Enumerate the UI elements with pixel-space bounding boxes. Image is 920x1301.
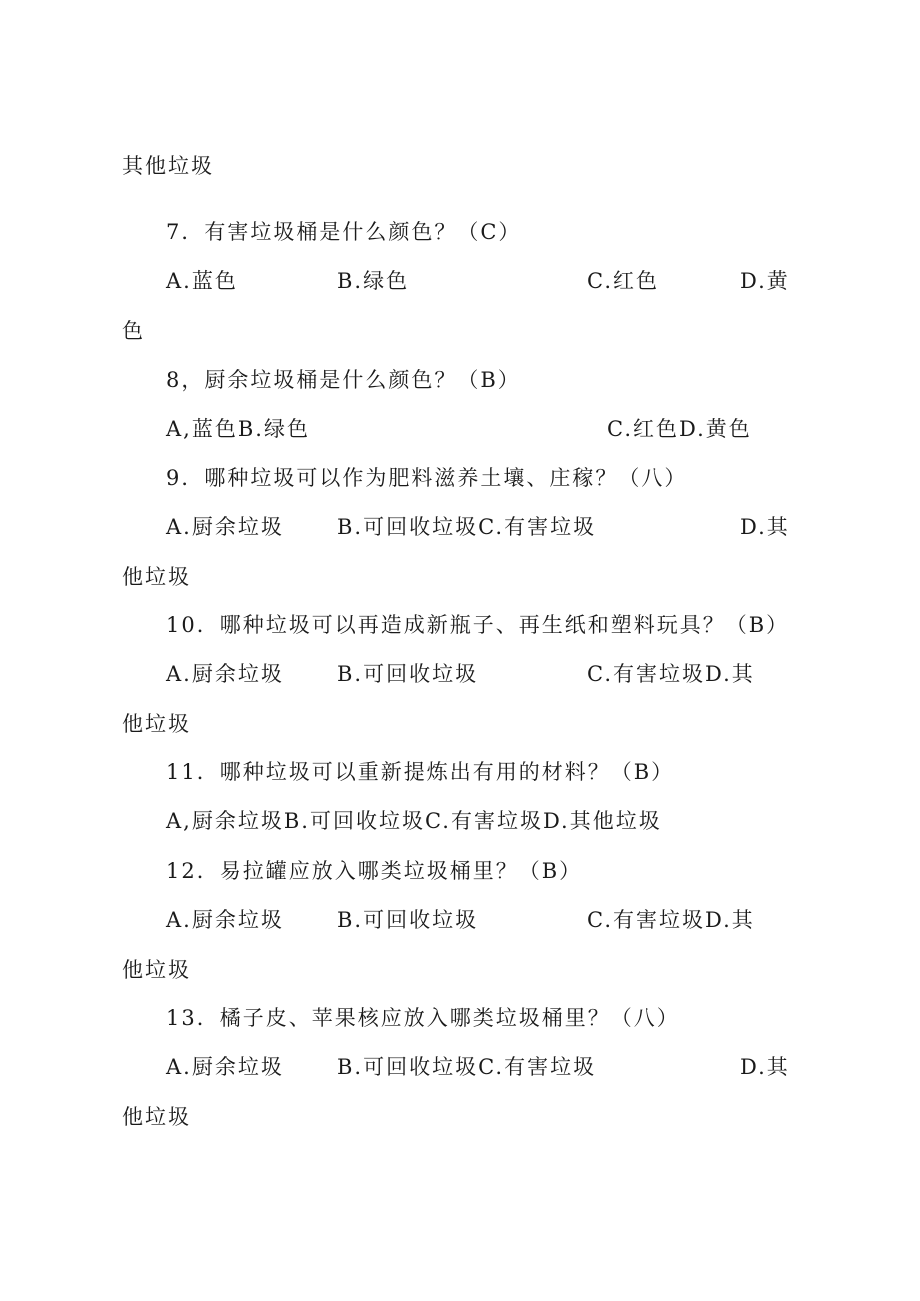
option-7-d: D.黄 [740,269,790,293]
option-9-d: D.其 [740,515,790,539]
option-10-b: B.可回收垃圾 [337,662,479,686]
option-12-d-continuation: 他垃圾 [122,958,191,982]
question-9: 9．哪种垃圾可以作为肥料滋养土壤、庄稼？（八） [166,466,688,490]
option-9-bc: B.可回收垃圾C.有害垃圾 [337,515,597,539]
option-13-d: D.其 [740,1055,790,1079]
question-11: 11．哪种垃圾可以重新提炼出有用的材料？（B） [166,760,675,784]
option-12-a: A.厨余垃圾 [166,908,284,932]
option-13-bc: B.可回收垃圾C.有害垃圾 [337,1055,597,1079]
continuation-line: 其他垃圾 [122,154,214,178]
option-13-a: A.厨余垃圾 [166,1055,284,1079]
question-13: 13．橘子皮、苹果核应放入哪类垃圾桶里？（八） [166,1006,680,1030]
option-7-d-continuation: 色 [122,319,145,343]
option-11-all: A,厨余垃圾B.可回收垃圾C.有害垃圾D.其他垃圾 [166,809,662,833]
option-8-cd: C.红色D.黄色 [607,417,752,441]
question-8: 8，厨余垃圾桶是什么颜色？（B） [166,368,521,392]
option-9-a: A.厨余垃圾 [166,515,284,539]
question-12: 12．易拉罐应放入哪类垃圾桶里？（B） [166,859,583,883]
option-7-c: C.红色 [587,269,659,293]
option-7-b: B.绿色 [337,269,410,293]
option-10-cd: C.有害垃圾D.其 [587,662,755,686]
option-10-d-continuation: 他垃圾 [122,712,191,736]
option-9-d-continuation: 他垃圾 [122,565,191,589]
option-7-a: A.蓝色 [166,269,238,293]
option-13-d-continuation: 他垃圾 [122,1105,191,1129]
option-10-a: A.厨余垃圾 [166,662,284,686]
question-10: 10．哪种垃圾可以再造成新瓶子、再生纸和塑料玩具？（B） [166,613,790,637]
option-12-b: B.可回收垃圾 [337,908,479,932]
option-8-ab: A,蓝色B.绿色 [166,417,310,441]
question-7: 7．有害垃圾桶是什么颜色？（C） [166,220,522,244]
option-12-cd: C.有害垃圾D.其 [587,908,755,932]
